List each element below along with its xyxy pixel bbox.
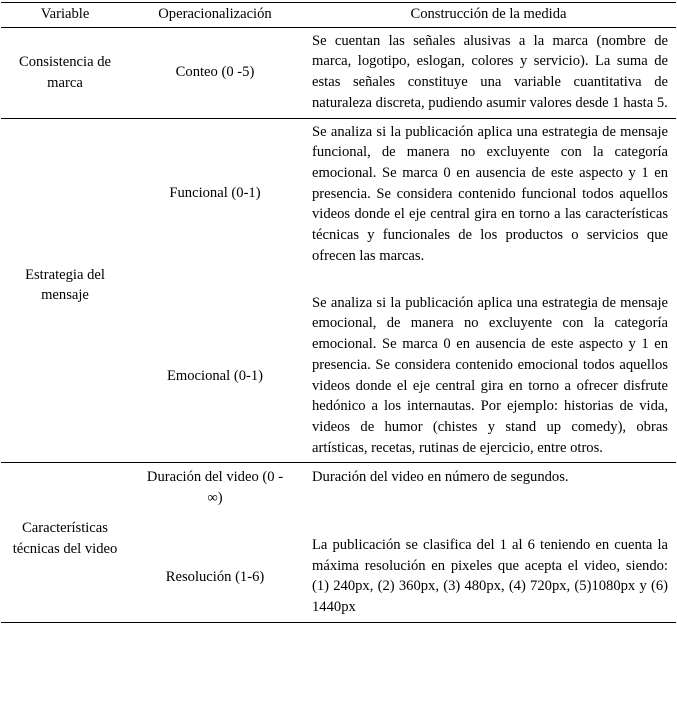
medida-cell: Duración del video en número de segundos. <box>312 469 569 486</box>
table-row <box>1 463 676 521</box>
medida-cell: La publicación se clasifica del 1 al 6 teniendo en cuenta la máxima resolución en pixeles que acepta el video, siendo: (1) 240px, (2) 360px, (3) 480px, (4) 720px, (5)1080px y (6) 1440px <box>312 536 668 615</box>
operacionalizacion-cell: Duración del video (0 - ∞) <box>146 469 284 507</box>
col-header-construccion-medida: Construcción de la medida <box>410 6 567 22</box>
operacionalizacion-cell: Resolución (1-6) <box>165 568 265 585</box>
col-header-operacionalizacion: Operacionalización <box>158 6 272 22</box>
variable-cell: Características técnicas del video <box>12 519 118 557</box>
group-estrategia-del-mensaje <box>1 118 676 463</box>
header-row <box>1 3 676 28</box>
operacionalizacion-cell: Funcional (0-1) <box>169 185 261 202</box>
variable-cell: Estrategia del mensaje <box>25 266 105 304</box>
medida-cell: Se analiza si la publicación aplica una estrategia de mensaje emocional, de manera no excluyente con la categoría emocional. Se marca 0 en ausencia de este aspecto y 1 en presencia. Se considera contenido emocional todos aquellos videos donde el eje central gira en torno a ofrecer disfrute hedónico a los internautas. Por ejemplo: historias de vida, videos de humor (chistes y stand up comedy), obras artísticas, recetas, rutinas de ejercicio, entre otros. <box>312 294 668 456</box>
variable-cell: Consistencia de marca <box>18 53 111 91</box>
table-row <box>1 27 676 118</box>
group-caracteristicas-tecnicas-video <box>1 463 676 622</box>
operacionalizacion-cell: Conteo (0 -5) <box>175 64 255 81</box>
medida-cell: Se analiza si la publicación aplica una estrategia de mensaje funcional, de manera no excluyente con la categoría emocional. Se marca 0 en ausencia de este aspecto y 1 en presencia. Se considera contenido funcional todos aquellos videos donde el eje central gira en torno a las características técnicas y funcionales de los productos o servicios que ofrecen las marcas. <box>312 123 668 264</box>
group-consistencia-de-marca <box>1 27 676 118</box>
table-row <box>1 118 676 279</box>
medida-cell: Se cuentan las señales alusivas a la marca (nombre de marca, logotipo, eslogan, colores y servicio). La suma de estas señales constituye una variable cuantitativa de naturaleza discreta, pudiendo asumir valores desde 1 hasta 5. <box>312 32 668 111</box>
col-header-variable: Variable <box>40 6 90 22</box>
operacionalizacion-cell: Emocional (0-1) <box>166 368 264 385</box>
variables-operationalization-table <box>1 2 676 623</box>
table-header <box>1 3 676 28</box>
